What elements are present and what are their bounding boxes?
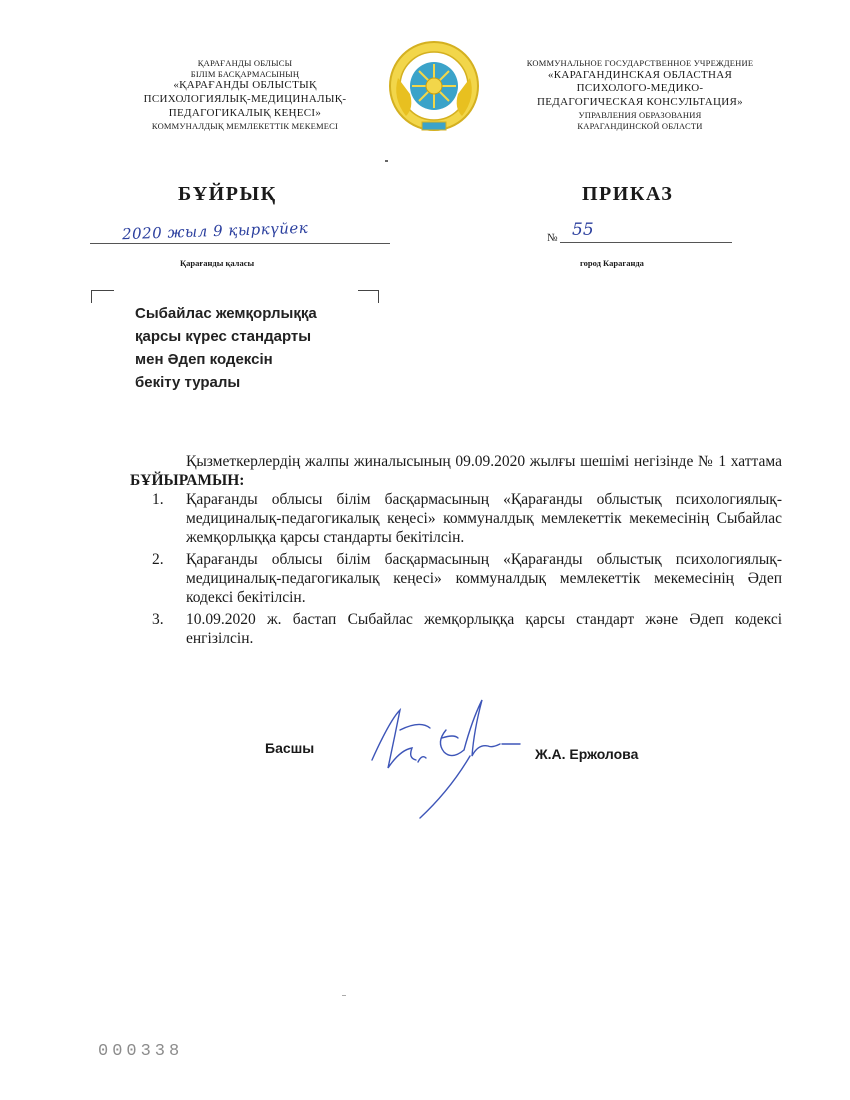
header-kz-line6: КОММУНАЛДЫҚ МЕМЛЕКЕТТІК МЕКЕМЕСІ	[151, 120, 339, 131]
intro-bold: БҰЙЫРАМЫН:	[130, 472, 245, 489]
date-handwritten: 2020 жыл 9 қыркүйек	[121, 218, 309, 244]
order-item-text: Қарағанды облысы білім басқармасының «Қарағанды облыстық психологиялық-медициналық-педагогикалық кеңесі» коммуналдық мемлекеттік мекемесінің Әдеп кодексі бекітілсін.	[186, 551, 782, 606]
header-kz-line1: ҚАРАҒАНДЫ ОБЛЫСЫ	[197, 58, 293, 68]
header-kz-line5: ПЕДАГОГИКАЛЫҚ КЕҢЕСІ»	[168, 106, 322, 119]
scan-mark	[342, 995, 346, 996]
header-kz	[100, 58, 390, 131]
handwritten-signature	[360, 690, 535, 825]
order-item	[130, 490, 782, 547]
order-item-number: 1.	[152, 491, 164, 508]
subject-block	[135, 302, 365, 394]
subject-line4: бекіту туралы	[135, 374, 241, 391]
header-ru	[495, 58, 785, 131]
order-item-number: 2.	[152, 551, 164, 568]
number-line	[560, 242, 732, 243]
city-ru: город Караганда	[580, 258, 644, 268]
serial-number: 000338	[98, 1042, 184, 1061]
state-emblem-icon	[384, 38, 484, 138]
city-kz: Қарағанды қаласы	[180, 258, 255, 268]
order-item-number: 3.	[152, 611, 164, 628]
header-ru-line5: УПРАВЛЕНИЯ ОБРАЗОВАНИЯ	[578, 109, 702, 120]
subject-line2: қарсы күрес стандарты	[135, 328, 312, 345]
signatory-role: Басшы	[265, 740, 315, 756]
order-item	[130, 550, 782, 607]
header-kz-line2: БІЛІМ БАСҚАРМАСЫНЫҢ	[190, 68, 300, 79]
title-ru: ПРИКАЗ	[582, 183, 674, 205]
intro-text: Қызметкерлердің жалпы жиналысының 09.09.2020 жылғы шешімі негізінде № 1 хаттама	[186, 453, 782, 470]
scan-mark	[385, 160, 388, 162]
order-items	[130, 490, 782, 648]
subject-line3: мен Әдеп кодексін	[135, 351, 273, 368]
header-ru-line2: «КАРАГАНДИНСКАЯ ОБЛАСТНАЯ	[547, 68, 733, 81]
header-ru-line3: ПСИХОЛОГО-МЕДИКО-	[576, 82, 704, 95]
header-kz-line4: ПСИХОЛОГИЯЛЫҚ-МЕДИЦИНАЛЫҚ-	[143, 93, 347, 105]
number-label: №	[547, 232, 558, 244]
signatory-name: Ж.А. Ержолова	[535, 746, 639, 762]
order-intro	[130, 452, 782, 490]
date-line	[90, 243, 390, 244]
order-item-text: Қарағанды облысы білім басқармасының «Қарағанды облыстық психологиялық-медициналық-педагогикалық кеңесі» коммуналдық мемлекеттік мекемесінің Сыбайлас жемқорлыққа қарсы стандарты бекітілсін.	[186, 491, 782, 546]
order-item	[130, 610, 782, 648]
order-body	[130, 452, 782, 651]
header-ru-line4: ПЕДАГОГИЧЕСКАЯ КОНСУЛЬТАЦИЯ»	[537, 96, 743, 109]
subject-line1: Сыбайлас жемқорлыққа	[135, 305, 317, 322]
number-handwritten: 55	[572, 220, 594, 240]
order-item-text: 10.09.2020 ж. бастап Сыбайлас жемқорлыққа қарсы стандарт және Әдеп кодексі енгізілсін.	[186, 611, 782, 647]
header-ru-line6: КАРАГАНДИНСКОЙ ОБЛАСТИ	[577, 120, 703, 131]
header-ru-line1: КОММУНАЛЬНОЕ ГОСУДАРСТВЕННОЕ УЧРЕЖДЕНИЕ	[526, 58, 754, 68]
subject-bracket-left	[91, 290, 114, 303]
title-kz: БҰЙРЫҚ	[178, 183, 277, 205]
header-kz-line3: «ҚАРАҒАНДЫ ОБЛЫСТЫҚ	[173, 79, 317, 92]
